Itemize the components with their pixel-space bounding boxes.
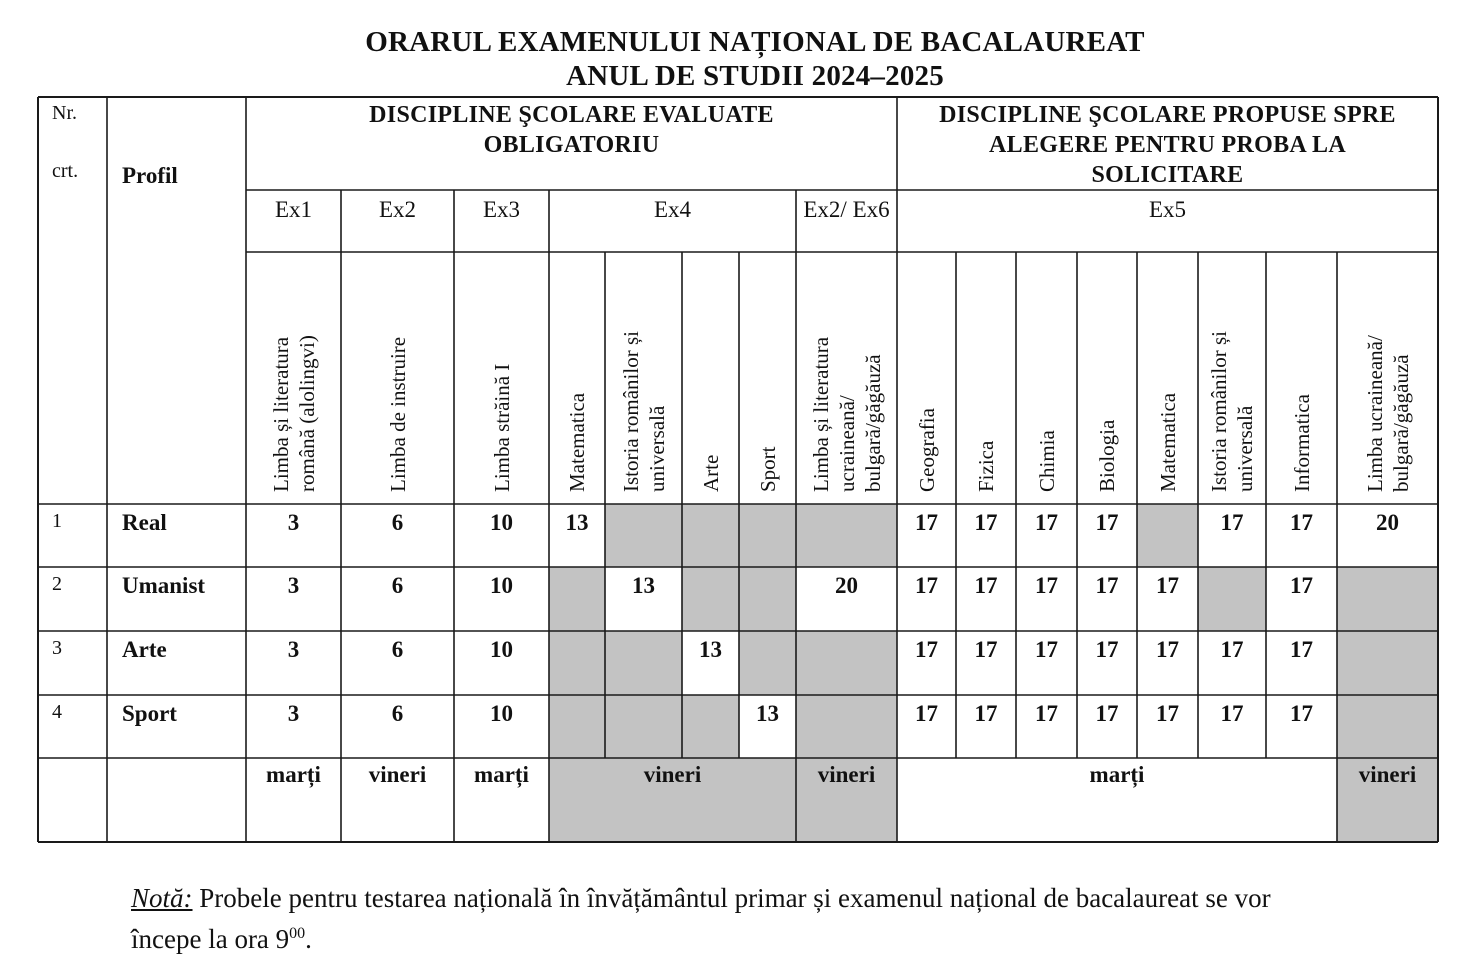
schedule-value: 17	[1156, 701, 1179, 726]
schedule-value: 6	[391, 510, 404, 535]
subject-header: Biologia	[1095, 419, 1119, 492]
row-number: 1	[52, 510, 62, 532]
schedule-value: 17	[1035, 701, 1058, 726]
note	[131, 880, 1331, 957]
schedule-value: 17	[1220, 701, 1244, 726]
schedule-value: 17	[974, 701, 998, 726]
schedule-value: 20	[1376, 510, 1399, 535]
schedule-value: 6	[391, 637, 404, 662]
schedule-value: 17	[1035, 637, 1058, 662]
schedule-value: 17	[1095, 510, 1119, 535]
schedule-value: 17	[974, 637, 998, 662]
group-header-alegere: DISCIPLINE ŞCOLARE PROPUSE SPRE ALEGERE PENTRU PROBA LA SOLICITARE	[939, 102, 1396, 188]
subject-header: Limba și literatura ucraineană/ bulgară/găgăuză	[808, 336, 885, 492]
exam-code-header: Ex5	[1148, 197, 1187, 222]
exam-day: vineri	[817, 762, 876, 787]
schedule-value: 6	[391, 573, 404, 598]
schedule-value: 17	[915, 510, 938, 535]
schedule-value: 17	[974, 573, 998, 598]
schedule-value: 10	[490, 573, 513, 598]
schedule-value: 17	[1035, 573, 1058, 598]
schedule-value: 17	[974, 510, 998, 535]
row-profile: Real	[122, 510, 167, 535]
schedule-value: 3	[287, 510, 300, 535]
schedule-value: 17	[915, 701, 938, 726]
note-label: Notă:	[131, 883, 193, 913]
schedule-value: 17	[1290, 637, 1313, 662]
subject-header: Limba străină I	[489, 363, 514, 492]
exam-day: vineri	[368, 762, 427, 787]
row-number: 2	[52, 573, 62, 595]
schedule-value: 17	[1035, 510, 1058, 535]
note-sup: 00	[289, 925, 306, 942]
subject-header: Informatica	[1289, 394, 1314, 492]
schedule-value: 17	[1095, 573, 1119, 598]
schedule-value: 3	[287, 637, 300, 662]
schedule-value: 17	[1220, 510, 1244, 535]
schedule-value: 3	[287, 573, 300, 598]
schedule-value: 17	[1156, 637, 1179, 662]
subject-header: Istoria românilor și universală	[618, 331, 669, 492]
exam-code-header: Ex4	[653, 197, 692, 222]
row-profile: Umanist	[122, 573, 206, 598]
exam-day: marți	[474, 762, 529, 787]
exam-day: vineri	[1358, 762, 1417, 787]
schedule-value: 17	[915, 637, 938, 662]
schedule-value: 17	[1290, 701, 1313, 726]
row-number: 3	[52, 637, 62, 659]
schedule-value: 13	[565, 510, 589, 535]
schedule-value: 13	[756, 701, 779, 726]
schedule-value: 17	[915, 573, 938, 598]
header-crt: crt.	[52, 160, 79, 182]
subject-header: Limba și literatura română (alolingvi)	[268, 335, 319, 492]
exam-code-header: Ex3	[482, 197, 521, 222]
subject-header: Matematica	[565, 392, 589, 492]
exam-code-header: Ex2	[378, 197, 417, 222]
exam-day: marți	[266, 762, 321, 787]
subject-header: Arte	[698, 454, 723, 492]
document-title: ORARUL EXAMENULUI NAȚIONAL DE BACALAUREAT	[365, 26, 1145, 58]
subject-header: Sport	[755, 446, 780, 492]
schedule-value: 10	[490, 701, 513, 726]
schedule-value: 17	[1156, 573, 1179, 598]
subject-header: Geografia	[914, 408, 939, 492]
schedule-value: 3	[287, 701, 300, 726]
subject-header: Chimia	[1034, 430, 1059, 492]
exam-day: vineri	[643, 762, 702, 787]
schedule-value: 17	[1290, 510, 1313, 535]
header-profil: Profil	[122, 163, 178, 188]
note-text: Probele pentru testarea națională în învățământul primar și examenul național de bacalaureat se vor începe la ora 9	[131, 883, 1271, 954]
header-nr: Nr.	[52, 102, 77, 124]
schedule-value: 17	[1095, 637, 1119, 662]
row-number: 4	[52, 701, 62, 723]
schedule-value: 20	[835, 573, 858, 598]
subject-header: Limba ucraineană/ bulgară/găgăuză	[1362, 335, 1413, 492]
exam-code-header: Ex2/ Ex6	[803, 197, 890, 222]
note-end: .	[305, 924, 312, 954]
schedule-value: 10	[490, 510, 513, 535]
subject-header: Matematica	[1155, 392, 1180, 492]
subject-header: Fizica	[974, 440, 998, 492]
schedule-value: 6	[391, 701, 404, 726]
schedule-value: 17	[1095, 701, 1119, 726]
schedule-value: 17	[1290, 573, 1313, 598]
row-profile: Arte	[122, 637, 167, 662]
exam-code-header: Ex1	[274, 197, 313, 222]
schedule-value: 17	[1220, 637, 1244, 662]
subject-header: Istoria românilor și universală	[1207, 331, 1257, 492]
document-subtitle: ANUL DE STUDII 2024–2025	[566, 60, 944, 92]
group-header-obligatoriu: DISCIPLINE ŞCOLARE EVALUATE OBLIGATORIU	[369, 102, 774, 158]
schedule-value: 13	[699, 637, 722, 662]
schedule-value: 13	[632, 573, 655, 598]
subject-header: Limba de instruire	[385, 336, 410, 492]
exam-day: marți	[1089, 762, 1145, 787]
schedule-value: 10	[490, 637, 513, 662]
row-profile: Sport	[122, 701, 177, 726]
